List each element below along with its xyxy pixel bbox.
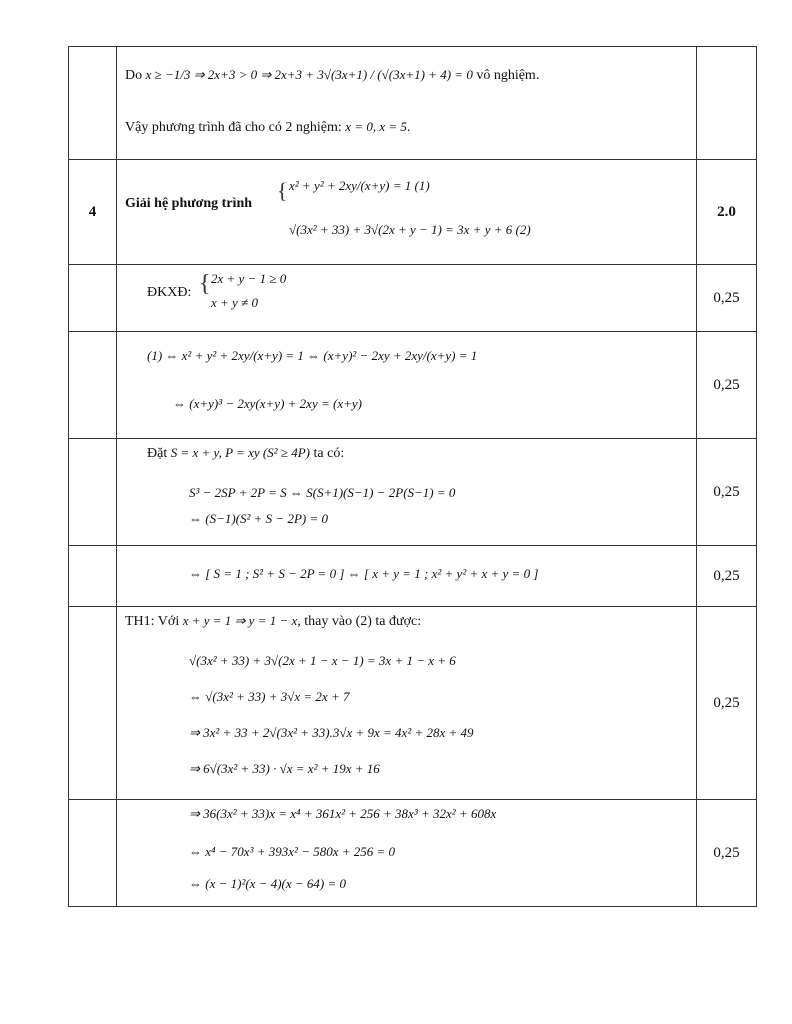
system-brace: { <box>199 271 211 297</box>
content-cell <box>117 607 697 800</box>
question-number <box>69 332 117 439</box>
solution-line: ⇒ 36(3x² + 33)x = x⁴ + 361x² + 256 + 38x³ + 32x² + 608x <box>189 806 497 821</box>
table-row <box>69 265 757 332</box>
table-row <box>69 160 757 265</box>
score-cell <box>697 47 757 160</box>
score-cell: 0,25 <box>697 439 757 546</box>
solution-line: Do x ≥ −1/3 ⇒ 2x+3 > 0 ⇒ 2x+3 + 3√(3x+1) / (√(3x+1) + 4) = 0 vô nghiệm. <box>125 67 540 83</box>
solution-line: S³ − 2SP + 2P = S ⇔ S(S+1)(S−1) − 2P(S−1) = 0 <box>189 485 456 500</box>
content-cell <box>117 439 697 546</box>
solution-line: √(3x² + 33) + 3√(2x + 1 − x − 1) = 3x + 1 − x + 6 <box>189 653 456 668</box>
score-cell: 2.0 <box>697 160 757 265</box>
score-cell: 0,25 <box>697 607 757 800</box>
score-cell: 0,25 <box>697 800 757 907</box>
condition-label: ĐKXĐ: <box>147 285 192 300</box>
solution-line: ⇔ x⁴ − 70x³ + 393x² − 580x + 256 = 0 <box>189 844 396 859</box>
equation-2: √(3x² + 33) + 3√(2x + y − 1) = 3x + y + 6 (2) <box>289 222 531 237</box>
score-cell: 0,25 <box>697 546 757 607</box>
solution-line: (1) ⇔ x² + y² + 2xy/(x+y) = 1 ⇔ (x+y)² − 2xy + 2xy/(x+y) = 1 <box>147 348 478 363</box>
solution-line: ⇔ [ S = 1 ; S² + S − 2P = 0 ] ⇔ [ x + y = 1 ; x² + y² + x + y = 0 ] <box>189 566 539 581</box>
question-number <box>69 439 117 546</box>
problem-statement: Giải hệ phương trình <box>125 196 253 211</box>
solution-line: Vậy phương trình đã cho có 2 nghiệm: x = 0, x = 5. <box>125 119 411 135</box>
solution-line: ⇒ 3x² + 33 + 2√(3x² + 33).3√x + 9x = 4x² + 28x + 49 <box>189 725 474 740</box>
table-row <box>69 47 757 160</box>
content-cell <box>117 546 697 607</box>
equation-1: x² + y² + 2xy/(x+y) = 1 (1) <box>289 178 430 193</box>
solution-line: ⇒ 6√(3x² + 33) · √x = x² + 19x + 16 <box>189 761 380 776</box>
solution-line: ⇔ (x+y)³ − 2xy(x+y) + 2xy = (x+y) <box>173 396 362 411</box>
content-cell <box>117 332 697 439</box>
condition-2: x + y ≠ 0 <box>211 295 258 310</box>
question-number: 4 <box>69 160 117 265</box>
table-row <box>69 800 757 907</box>
solution-line: ⇔ √(3x² + 33) + 3√x = 2x + 7 <box>189 689 350 704</box>
table-row <box>69 332 757 439</box>
content-cell <box>117 265 697 332</box>
question-number <box>69 546 117 607</box>
question-number <box>69 47 117 160</box>
solution-line: TH1: Với x + y = 1 ⇒ y = 1 − x, thay vào (2) ta được: <box>125 613 422 629</box>
question-number <box>69 800 117 907</box>
solution-table <box>68 46 757 907</box>
condition-1: 2x + y − 1 ≥ 0 <box>211 271 287 286</box>
table-row <box>69 439 757 546</box>
content-cell <box>117 800 697 907</box>
table-row <box>69 546 757 607</box>
content-cell <box>117 47 697 160</box>
solution-line: ⇔ (S−1)(S² + S − 2P) = 0 <box>189 511 328 526</box>
system-brace: { <box>277 178 288 203</box>
solution-line: Đặt S = x + y, P = xy (S² ≥ 4P) ta có: <box>147 445 345 461</box>
score-cell: 0,25 <box>697 265 757 332</box>
table-row <box>69 607 757 800</box>
score-cell: 0,25 <box>697 332 757 439</box>
solution-line: ⇔ (x − 1)²(x − 4)(x − 64) = 0 <box>189 876 347 891</box>
content-cell <box>117 160 697 265</box>
question-number <box>69 607 117 800</box>
question-number <box>69 265 117 332</box>
